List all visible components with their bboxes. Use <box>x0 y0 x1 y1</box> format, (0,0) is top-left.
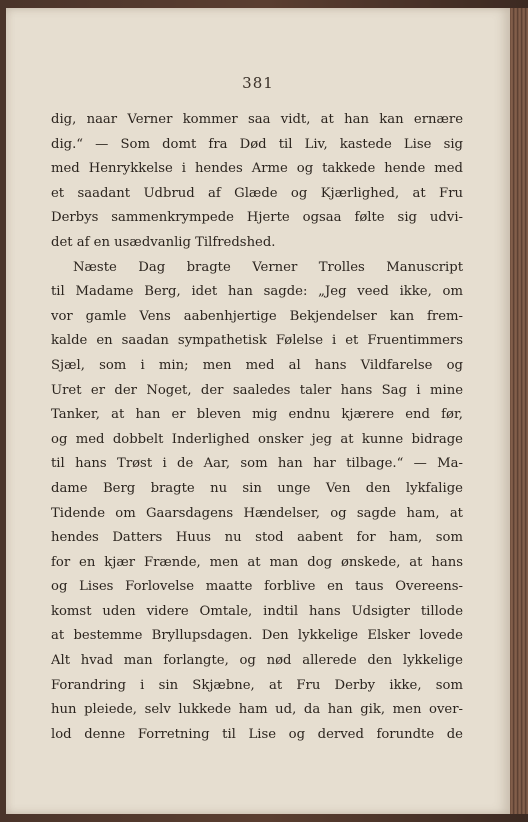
text-line: Tidende om Gaarsdagens Hændelser, og sagde ham, at <box>51 505 463 521</box>
text-line: Sjæl, som i min; men med al hans Vildfarelse og <box>51 357 463 373</box>
text-line: og med dobbelt Inderlighed onsker jeg at kunne bidrage <box>51 431 463 447</box>
text-line: Næste Dag bragte Verner Trolles Manuscript <box>73 259 463 275</box>
text-line: Uret er der Noget, der saaledes taler hans Sag i mine <box>51 382 463 398</box>
text-line: dame Berg bragte nu sin unge Ven den lykfalige <box>51 480 463 496</box>
text-line: og Lises Forlovelse maatte forblive en taus Overeens- <box>51 579 463 595</box>
text-line: hun pleiede, selv lukkede ham ud, da han gik, men over- <box>51 702 463 718</box>
page-edges <box>510 8 528 814</box>
text-line: hendes Datters Huus nu stod aabent for ham, som <box>51 530 463 546</box>
text-line: Alt hvad man forlangte, og nød allerede den lykkelige <box>51 653 463 669</box>
text-line: Derbys sammenkrympede Hjerte ogsaa følte sig udvi- <box>51 210 463 226</box>
text-line: lod denne Forretning til Lise og derved forundte de <box>51 726 463 742</box>
page-number: 381 <box>242 74 274 92</box>
text-line: med Henrykkelse i hendes Arme og takkede hende med <box>51 161 463 177</box>
text-line: et saadant Udbrud af Glæde og Kjærlighed, at Fru <box>51 185 463 201</box>
text-line: for en kjær Frænde, men at man dog ønskede, at hans <box>51 554 463 570</box>
text-line: dig, naar Verner kommer saa vidt, at han kan ernære <box>51 112 463 127</box>
text-line: dig.“ — Som domt fra Død til Liv, kastede Lise sig <box>51 136 463 152</box>
text-line: til Madame Berg, idet han sagde: „Jeg veed ikke, om <box>51 284 463 300</box>
text-line: vor gamle Vens aabenhjertige Bekjendelser kan frem- <box>51 308 463 324</box>
text-line: kalde en saadan sympathetisk Følelse i et Fruentimmers <box>51 333 463 349</box>
text-line: at bestemme Bryllupsdagen. Den lykkelige Elsker lovede <box>51 628 463 644</box>
page-text <box>51 108 463 747</box>
text-line: komst uden videre Omtale, indtil hans Udsigter tillode <box>51 603 463 619</box>
text-line: til hans Trøst i de Aar, som han har tilbage.“ — Ma- <box>51 456 463 472</box>
text-line: det af en usædvanlig Tilfredshed. <box>51 234 276 250</box>
text-line: Tanker, at han er bleven mig endnu kjærere end før, <box>51 407 463 423</box>
book-page <box>6 8 510 814</box>
text-line: Forandring i sin Skjæbne, at Fru Derby ikke, som <box>51 677 463 693</box>
